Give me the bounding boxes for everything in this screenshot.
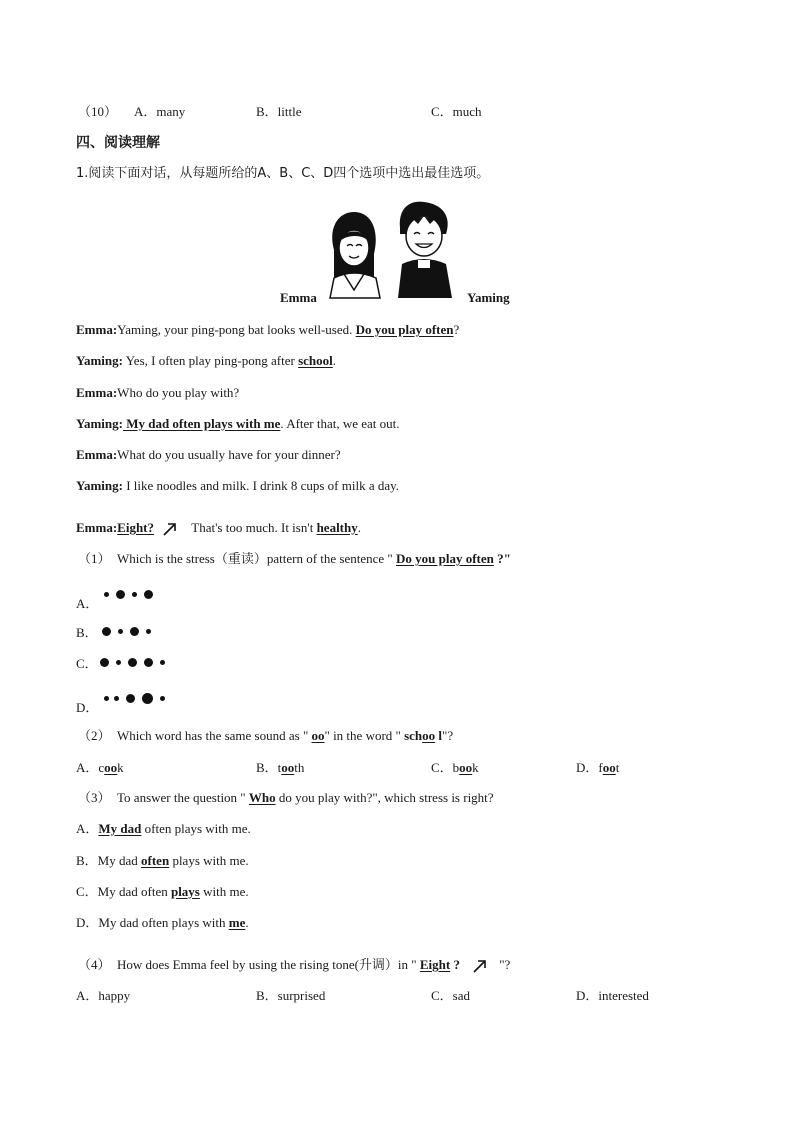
option-d[interactable]: D．My dad often plays with me.	[76, 915, 249, 930]
yaming-label: Yaming	[467, 290, 510, 305]
option-b[interactable]: B．surprised	[256, 988, 326, 1003]
stress-pattern-d	[104, 692, 174, 706]
section-title: 四、阅读理解	[76, 135, 160, 151]
option-a[interactable]: A．	[76, 596, 99, 611]
stress-pattern-b	[102, 625, 162, 639]
dialogue-line: Emma:Yaming, your ping-pong bat looks well-used. Do you play often?	[76, 322, 460, 337]
option-b[interactable]: B．	[76, 625, 98, 640]
dialogue-line: Emma:Who do you play with?	[76, 385, 240, 400]
option-a[interactable]: A．cook	[76, 760, 124, 775]
question-4: （4） How does Emma feel by using the rising tone(升调）in " Eight ? "?	[78, 957, 511, 972]
option-a[interactable]: A．My dad often plays with me.	[76, 821, 251, 836]
option-c[interactable]: C．	[76, 656, 98, 671]
boy-figure-icon	[398, 202, 452, 298]
question-1: （1） Which is the stress（重读）pattern of the sentence " Do you play often ?"	[78, 551, 511, 566]
girl-figure-icon	[330, 212, 380, 298]
option-c[interactable]: C．My dad often plays with me.	[76, 884, 249, 899]
dialogue-line: Yaming: Yes, I often play ping-pong after school.	[76, 353, 336, 368]
section-instruction: 1.阅读下面对话，从每题所给的A、B、C、D四个选项中选出最佳选项。	[76, 166, 490, 181]
option-c[interactable]: C．sad	[431, 988, 471, 1003]
option-d[interactable]: D．foot	[576, 760, 620, 775]
stress-pattern-a	[104, 588, 164, 602]
option-c[interactable]: C．much	[431, 104, 482, 119]
dialogue-line: Yaming: My dad often plays with me. After that, we eat out.	[76, 416, 400, 431]
option-d[interactable]: D．interested	[576, 988, 649, 1003]
question-3: （3） To answer the question " Who do you play with?", which stress is right?	[78, 790, 494, 805]
option-b[interactable]: B．little	[256, 104, 302, 119]
option-b[interactable]: B．My dad often plays with me.	[76, 853, 249, 868]
option-c[interactable]: C．book	[431, 760, 479, 775]
question-2: （2） Which word has the same sound as " oo" in the word " schoo l"?	[78, 728, 454, 743]
option-a[interactable]: A．many	[134, 104, 186, 119]
dialogue-line: Emma:Eight? That's too much. It isn't healthy.	[76, 520, 361, 535]
stress-pattern-c	[100, 656, 170, 670]
dialogue-line: Yaming: I like noodles and milk. I drink 8 cups of milk a day.	[76, 478, 400, 493]
option-b[interactable]: B．tooth	[256, 760, 305, 775]
option-a[interactable]: A．happy	[76, 988, 131, 1003]
emma-label: Emma	[280, 290, 317, 305]
dialogue-line: Emma:What do you usually have for your dinner?	[76, 447, 341, 462]
question-10-number: （10）	[78, 104, 118, 119]
option-d[interactable]: D．	[76, 700, 99, 715]
dialogue-illustration	[320, 198, 464, 302]
